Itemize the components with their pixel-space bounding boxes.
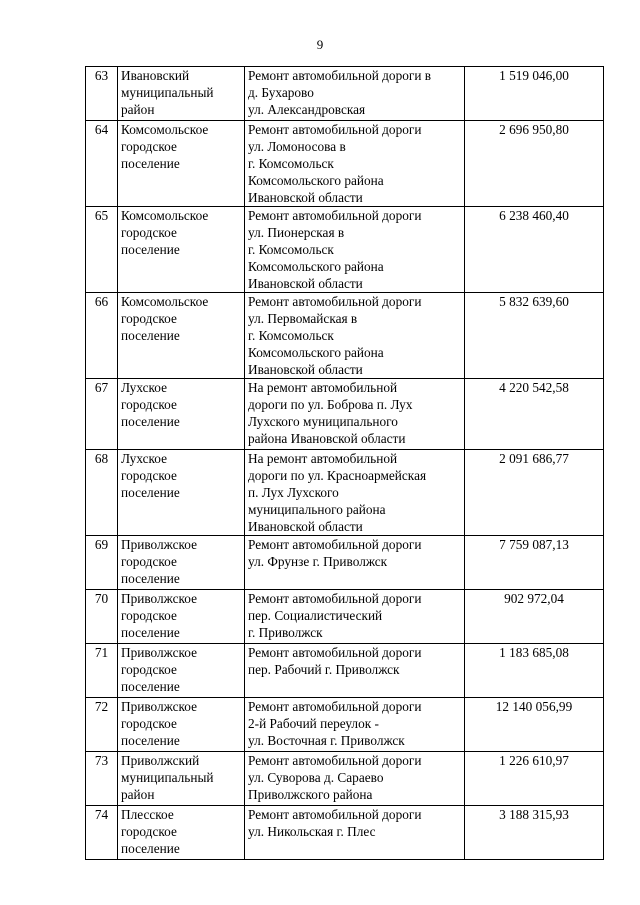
table-row [86,293,604,379]
recipient-cell: Комсомольское городское поселение [118,293,245,379]
amount-cell: 1 519 046,00 [465,67,604,121]
recipient-cell: Плесское городское поселение [118,806,245,860]
table-row [86,590,604,644]
recipient-cell: Приволжское городское поселение [118,590,245,644]
recipient-cell: Приволжское городское поселение [118,644,245,698]
amount-cell: 12 140 056,99 [465,698,604,752]
row-number: 69 [86,536,118,590]
amount-cell: 2 696 950,80 [465,121,604,207]
recipient-cell: Ивановский муниципальный район [118,67,245,121]
row-number: 67 [86,379,118,450]
purpose-cell: Ремонт автомобильной дороги ул. Ломоносова в г. Комсомольск Комсомольского района Ивановской области [245,121,465,207]
row-number: 66 [86,293,118,379]
row-number: 71 [86,644,118,698]
recipient-cell: Приволжское городское поселение [118,536,245,590]
table-row [86,644,604,698]
purpose-cell: На ремонт автомобильной дороги по ул. Красноармейская п. Лух Лухского муниципального района Ивановской области [245,450,465,536]
amount-cell: 4 220 542,58 [465,379,604,450]
amount-cell: 6 238 460,40 [465,207,604,293]
table-row [86,450,604,536]
recipient-cell: Комсомольское городское поселение [118,121,245,207]
row-number: 64 [86,121,118,207]
table-body [86,67,604,860]
row-number: 63 [86,67,118,121]
recipient-cell: Приволжский муниципальный район [118,752,245,806]
purpose-cell: Ремонт автомобильной дороги 2-й Рабочий переулок - ул. Восточная г. Приволжск [245,698,465,752]
purpose-cell: Ремонт автомобильной дороги пер. Рабочий г. Приволжск [245,644,465,698]
row-number: 70 [86,590,118,644]
table-row [86,752,604,806]
amount-cell: 902 972,04 [465,590,604,644]
recipient-cell: Приволжское городское поселение [118,698,245,752]
road-repair-table [85,66,604,860]
table-row [86,806,604,860]
table-row [86,698,604,752]
page-number: 9 [316,37,324,52]
row-number: 65 [86,207,118,293]
recipient-cell: Комсомольское городское поселение [118,207,245,293]
purpose-cell: Ремонт автомобильной дороги ул. Фрунзе г. Приволжск [245,536,465,590]
amount-cell: 1 226 610,97 [465,752,604,806]
row-number: 73 [86,752,118,806]
purpose-cell: Ремонт автомобильной дороги в д. Бухарово ул. Александровская [245,67,465,121]
amount-cell: 7 759 087,13 [465,536,604,590]
amount-cell: 2 091 686,77 [465,450,604,536]
amount-cell: 1 183 685,08 [465,644,604,698]
purpose-cell: Ремонт автомобильной дороги ул. Никольская г. Плес [245,806,465,860]
table-row [86,67,604,121]
recipient-cell: Лухское городское поселение [118,379,245,450]
row-number: 72 [86,698,118,752]
table-row [86,121,604,207]
table-row [86,379,604,450]
row-number: 68 [86,450,118,536]
recipient-cell: Лухское городское поселение [118,450,245,536]
purpose-cell: Ремонт автомобильной дороги пер. Социалистический г. Приволжск [245,590,465,644]
purpose-cell: Ремонт автомобильной дороги ул. Пионерская в г. Комсомольск Комсомольского района Ивановской области [245,207,465,293]
table-row [86,536,604,590]
purpose-cell: Ремонт автомобильной дороги ул. Первомайская в г. Комсомольск Комсомольского района Ивановской области [245,293,465,379]
amount-cell: 5 832 639,60 [465,293,604,379]
purpose-cell: Ремонт автомобильной дороги ул. Суворова д. Сараево Приволжского района [245,752,465,806]
purpose-cell: На ремонт автомобильной дороги по ул. Боброва п. Лух Лухского муниципального района Ивановской области [245,379,465,450]
amount-cell: 3 188 315,93 [465,806,604,860]
table-row [86,207,604,293]
row-number: 74 [86,806,118,860]
